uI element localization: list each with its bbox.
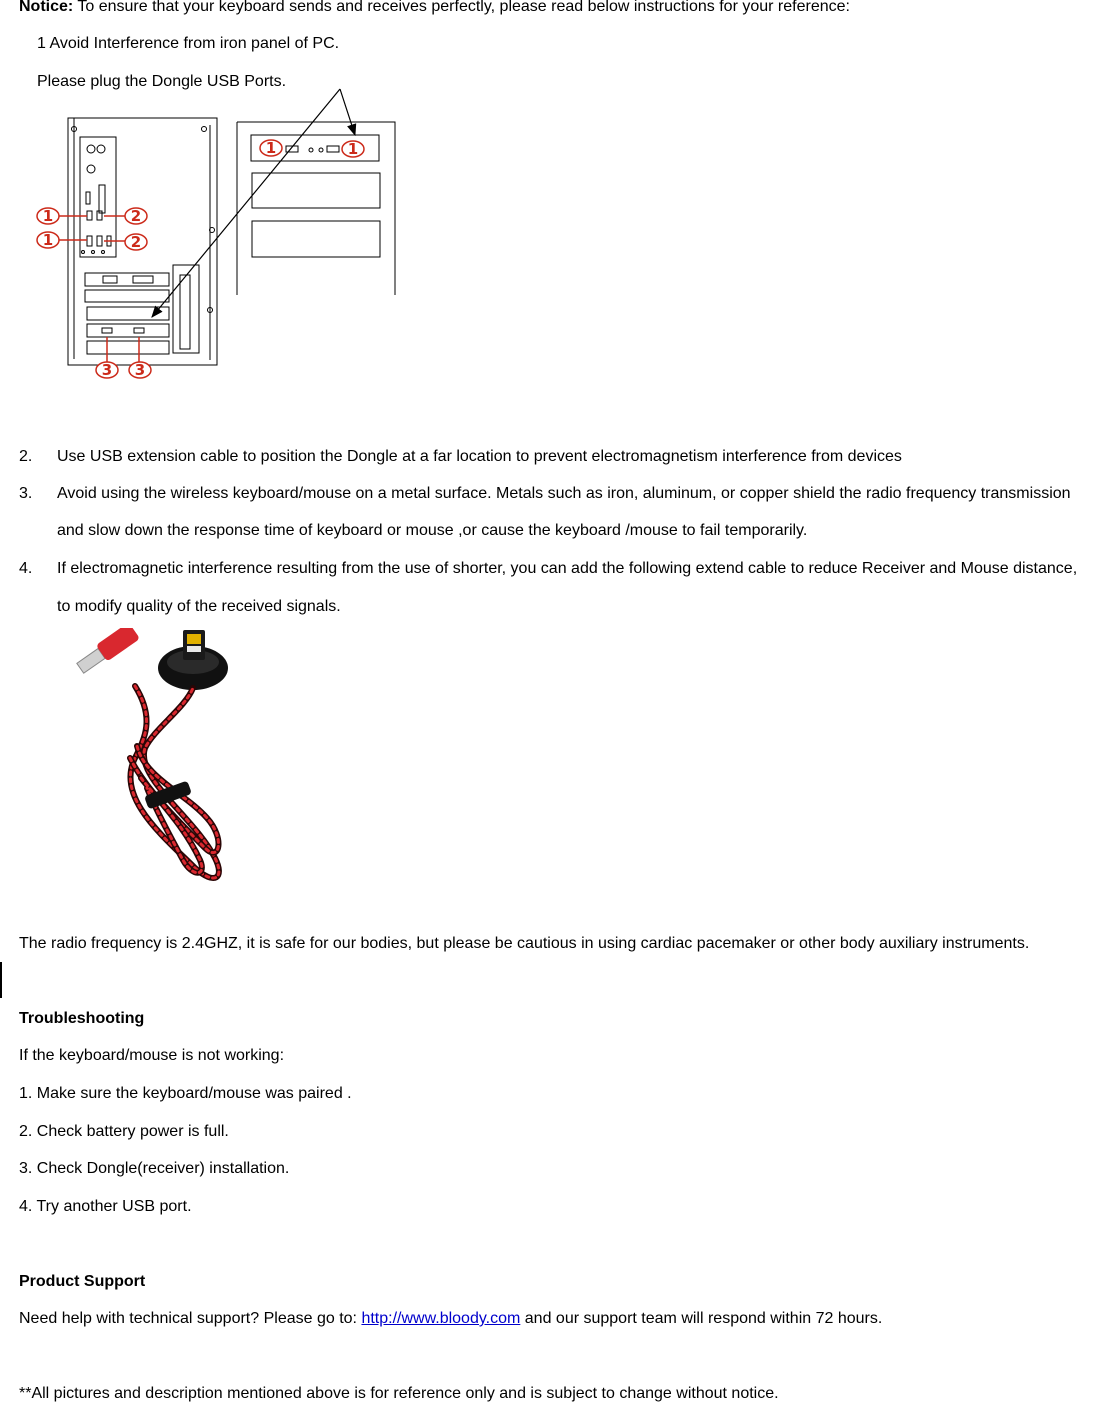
callout-1-front: 1: [265, 139, 277, 157]
product-support-heading: Product Support: [19, 1273, 146, 1290]
step-number: 4.: [19, 560, 33, 577]
step4-text-line1: If electromagnetic interference resulting from the use of shorter, you can add the following extend cable to reduce Receiver and Mouse distance,: [57, 560, 1078, 577]
usb-extension-cable-photo: [75, 628, 235, 890]
pc-usb-ports-diagram: [30, 85, 400, 385]
step3-text-line2: and slow down the response time of keyboard or mouse ,or cause the keyboard /mouse to fail temporarily.: [57, 522, 808, 539]
step2-text: Use USB extension cable to position the Dongle at a far location to prevent electromagnetism interference from devices: [57, 448, 902, 465]
callout-2-bottom: 2: [130, 233, 142, 251]
callout-2-top: 2: [130, 207, 142, 225]
step4-text-line2: to modify quality of the received signals.: [57, 598, 341, 615]
callout-1-rear-bottom: 1: [42, 231, 54, 249]
notice-text: To ensure that your keyboard sends and receives perfectly, please read below instructions for your reference:: [73, 0, 850, 15]
receiver-dock: [158, 630, 228, 690]
step-number: 3.: [19, 485, 33, 502]
support-website-link[interactable]: http://www.bloody.com: [361, 1310, 521, 1327]
step-number: 2.: [19, 448, 33, 465]
usb-plug: [75, 628, 140, 677]
troubleshooting-item: 4. Try another USB port.: [19, 1198, 192, 1215]
step1-line1: 1 Avoid Interference from iron panel of PC.: [37, 35, 340, 52]
troubleshooting-item: 2. Check battery power is full.: [19, 1123, 229, 1140]
braided-cable: [130, 686, 219, 878]
callout-3-right: 3: [134, 361, 146, 379]
notice-label: Notice:: [19, 0, 74, 15]
step3-text-line1: Avoid using the wireless keyboard/mouse on a metal surface. Metals such as iron, aluminum, or copper shield the radio frequency transmission: [57, 485, 1071, 502]
step1-line2: Please plug the Dongle USB Ports.: [37, 73, 287, 90]
notice-paragraph: [19, 0, 850, 16]
support-paragraph: [19, 1310, 882, 1328]
support-suffix: and our support team will respond within 72 hours.: [520, 1310, 883, 1327]
callout-1-rear-top: 1: [42, 207, 54, 225]
troubleshooting-item: 1. Make sure the keyboard/mouse was paired .: [19, 1085, 352, 1102]
callout-1-front-right: 1: [347, 140, 359, 158]
troubleshooting-heading: Troubleshooting: [19, 1010, 145, 1027]
troubleshooting-item: 3. Check Dongle(receiver) installation.: [19, 1160, 290, 1177]
support-prefix: Need help with technical support? Please go to:: [19, 1310, 362, 1327]
troubleshooting-intro: If the keyboard/mouse is not working:: [19, 1047, 285, 1064]
margin-change-bar: [0, 962, 2, 998]
radio-frequency-note: The radio frequency is 2.4GHZ, it is safe for our bodies, but please be cautious in using cardiac pacemaker or other body auxiliary instruments.: [19, 935, 1030, 952]
callout-3-left: 3: [101, 361, 113, 379]
disclaimer: **All pictures and description mentioned above is for reference only and is subject to change without notice.: [19, 1385, 779, 1402]
pointer-arrows: [152, 89, 355, 317]
